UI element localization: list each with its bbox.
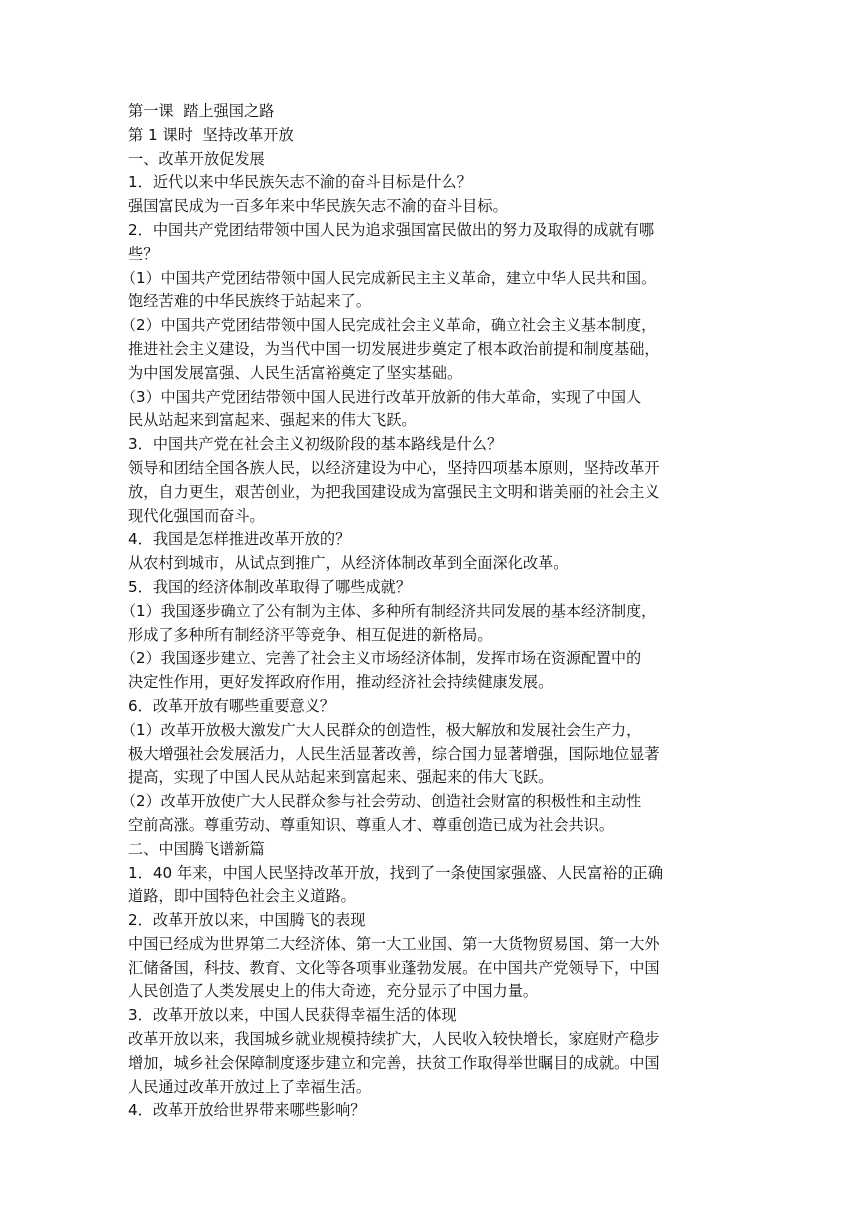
document-line: 中国已经成为世界第二大经济体、第一大工业国、第一大货物贸易国、第一大外: [128, 934, 660, 953]
document-line: 4．改革开放给世界带来哪些影响？: [128, 1101, 366, 1120]
document-line: 人民创造了人类发展史上的伟大奇迹，充分显示了中国力量。: [128, 982, 539, 1001]
document-body: [121, 100, 734, 1123]
document-line: （2）改革开放使广大人民群众参与社会劳动、创造社会财富的积极性和主动性: [121, 792, 642, 811]
document-line: 2．中国共产党团结带领中国人民为追求强国富民做出的努力及取得的成就有哪: [128, 220, 655, 239]
document-line: 5．我国的经济体制改革取得了哪些成就？: [128, 577, 412, 596]
document-line: 3．改革开放以来，中国人民获得幸福生活的体现: [128, 1006, 457, 1025]
document-line: 改革开放以来，我国城乡就业规模持续扩大，人民收入较快增长，家庭财产稳步: [128, 1030, 660, 1049]
document-line: （1）改革开放极大激发广大人民群众的创造性，极大解放和发展社会生产力，: [121, 720, 642, 739]
document-line: （2）中国共产党团结带领中国人民完成社会主义革命，确立社会主义基本制度，: [121, 316, 657, 335]
document-line: 第一课 踏上强国之路: [128, 102, 275, 120]
document-line: 第 1 课时 坚持改革开放: [128, 125, 294, 144]
document-line: 二、中国腾飞谱新篇: [128, 839, 265, 858]
document-line: 1．40 年来，中国人民坚持改革开放，找到了一条使国家强盛、人民富裕的正确: [128, 863, 664, 882]
document-line: 为中国发展富强、人民生活富裕奠定了坚实基础。: [128, 363, 463, 382]
document-line: 汇储备国，科技、教育、文化等各项事业蓬勃发展。在中国共产党领导下，中国: [128, 958, 660, 977]
document-line: 从农村到城市，从试点到推广，从经济体制改革到全面深化改革。: [128, 554, 569, 573]
document-line: 形成了多种所有制经济平等竞争、相互促进的新格局。: [128, 625, 493, 644]
document-line: 现代化强国而奋斗。: [128, 506, 265, 525]
document-line: 决定性作用，更好发挥政府作用，推动经济社会持续健康发展。: [128, 673, 554, 692]
document-line: 3．中国共产党在社会主义初级阶段的基本路线是什么？: [128, 435, 503, 454]
document-line: （3）中国共产党团结带领中国人民进行改革开放新的伟大革命，实现了中国人: [121, 387, 642, 406]
document-line: 放，自力更生，艰苦创业，为把我国建设成为富强民主文明和谐美丽的社会主义: [128, 482, 660, 501]
document-line: （2）我国逐步建立、完善了社会主义市场经济体制，发挥市场在资源配置中的: [121, 649, 642, 668]
document-line: 领导和团结全国各族人民，以经济建设为中心，坚持四项基本原则，坚持改革开: [128, 458, 660, 477]
document-line: 道路，即中国特色社会主义道路。: [128, 887, 356, 906]
document-line: 民从站起来到富起来、强起来的伟大飞跃。: [128, 411, 417, 430]
document-line: 饱经苦难的中华民族终于站起来了。: [128, 292, 371, 311]
document-line: 人民通过改革开放过上了幸福生活。: [128, 1077, 371, 1096]
document-line: 些？: [128, 244, 159, 263]
document-line: 推进社会主义建设，为当代中国一切发展进步奠定了根本政治前提和制度基础，: [128, 339, 660, 358]
document-line: 2．改革开放以来，中国腾飞的表现: [128, 911, 366, 930]
document-line: 增加，城乡社会保障制度逐步建立和完善，扶贫工作取得举世瞩目的成就。中国: [128, 1053, 660, 1072]
document-line: 1．近代以来中华民族矢志不渝的奋斗目标是什么？: [128, 173, 472, 192]
document-line: 一、改革开放促发展: [128, 149, 265, 168]
document-line: 6．改革开放有哪些重要意义？: [128, 696, 336, 715]
document-line: 强国富民成为一百多年来中华民族矢志不渝的奋斗目标。: [128, 197, 508, 216]
document-line: （1）我国逐步确立了公有制为主体、多种所有制经济共同发展的基本经济制度，: [121, 601, 657, 620]
document-line: 极大增强社会发展活力，人民生活显著改善，综合国力显著增强，国际地位显著: [128, 744, 660, 763]
document-line: 4．我国是怎样推进改革开放的？: [128, 530, 351, 549]
document-line: 空前高涨。尊重劳动、尊重知识、尊重人才、尊重创造已成为社会共识。: [128, 815, 614, 834]
document-line: （1）中国共产党团结带领中国人民完成新民主主义革命，建立中华人民共和国。: [121, 268, 657, 287]
document-line: 提高，实现了中国人民从站起来到富起来、强起来的伟大飞跃。: [128, 768, 554, 787]
